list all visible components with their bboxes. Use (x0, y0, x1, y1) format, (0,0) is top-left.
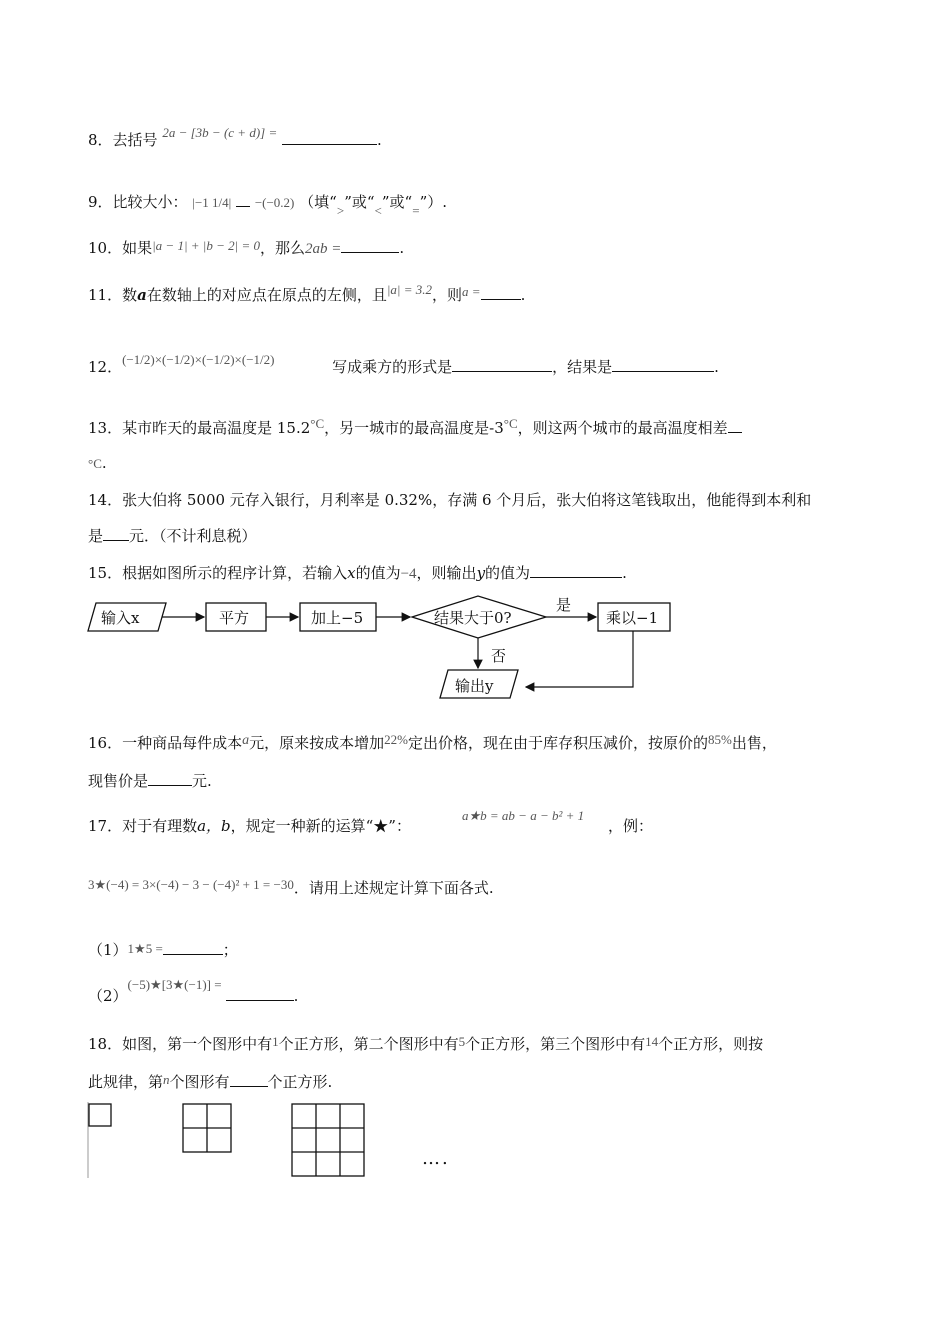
figure-1-square (89, 1104, 111, 1126)
question-text: 如果 (122, 239, 153, 257)
variable: y (476, 564, 486, 582)
punctuation: . (293, 987, 299, 1005)
answer-blank[interactable] (236, 205, 250, 207)
count-value: 5 (458, 1034, 466, 1049)
question-17-example (88, 878, 494, 899)
question-text: ，那么 (260, 239, 306, 257)
question-9 (88, 192, 447, 218)
math-example: 3★(−4) = 3×(−4) − 3 − (−4)² + 1 = −30 (88, 877, 294, 892)
answer-blank[interactable] (230, 1085, 268, 1087)
question-text: 15．根据如图所示的程序计算，若输入 (88, 564, 348, 582)
question-14 (88, 490, 811, 510)
symbol-gt: > (336, 203, 345, 218)
question-15 (88, 563, 627, 584)
question-text: 去括号 (112, 131, 158, 149)
question-text: 比较大小： (112, 193, 188, 211)
punctuation: . (399, 239, 405, 257)
unit: °C (310, 416, 325, 431)
question-text: ，规定一种新的运算“★”： (230, 817, 411, 835)
sub-question-label: （1） (88, 941, 128, 959)
answer-blank[interactable] (341, 251, 399, 253)
answer-blank[interactable] (148, 784, 192, 786)
symbol-lt: < (374, 203, 382, 218)
variable: a，b (197, 817, 231, 835)
variable: a (242, 733, 250, 748)
question-text: 在数轴上的对应点在原点的左侧，且 (146, 286, 387, 304)
unit: °C (503, 416, 518, 431)
punctuation: . (101, 454, 107, 472)
flow-multiply-label: 乘以−1 (606, 609, 659, 627)
question-number: 12． (88, 358, 123, 376)
answer-blank[interactable] (163, 953, 223, 955)
math-expression: (−1/2)×(−1/2)×(−1/2)×(−1/2) (122, 352, 275, 367)
question-text: 的值为 (485, 564, 531, 582)
unit: °C (88, 456, 102, 471)
question-10 (88, 238, 404, 259)
flow-input-label: 输入x (101, 609, 140, 627)
question-text: 16．一种商品每件成本 (88, 734, 243, 752)
question-text: 定出价格，现在由于库存积压减价，按原价的 (407, 734, 708, 752)
variable: x (347, 564, 356, 582)
answer-blank[interactable] (530, 576, 622, 578)
question-text: ，例： (608, 817, 654, 835)
figure-3-grid (292, 1104, 364, 1176)
math-expression: |−1 1/4| (192, 195, 232, 210)
hint-text: （填“ (299, 193, 337, 211)
question-16-line2 (88, 771, 212, 791)
question-number: 11． (88, 286, 123, 304)
answer-blank[interactable] (103, 539, 129, 541)
question-text: 17．对于有理数 (88, 817, 198, 835)
sub-question-label: （2） (88, 987, 128, 1005)
question-text: 13．某市昨天的最高温度是 15.2 (88, 419, 311, 437)
question-18-line2 (88, 1072, 332, 1093)
question-16 (88, 733, 777, 755)
question-17-part1 (88, 940, 238, 961)
answer-blank[interactable] (728, 431, 742, 433)
count-value: 14 (645, 1034, 659, 1049)
punctuation: . (714, 358, 719, 376)
math-expression: |a| = 3.2 (386, 282, 433, 297)
variable: a (137, 286, 147, 304)
question-18 (88, 1034, 763, 1055)
question-text: 元. (192, 772, 212, 790)
question-text: ，则 (432, 286, 463, 304)
flow-output-label: 输出y (455, 677, 494, 695)
percentage: 85% (707, 732, 732, 747)
question-text: 数 (122, 286, 138, 304)
arrow-loop (526, 631, 633, 687)
percentage: 22% (384, 732, 408, 747)
question-text: 个正方形，则按 (658, 1035, 764, 1053)
math-expression: 2ab = (305, 241, 342, 257)
question-text: 个正方形. (267, 1073, 333, 1091)
punctuation: ； (222, 941, 238, 959)
question-number: 9． (88, 193, 113, 211)
answer-blank[interactable] (226, 999, 294, 1001)
question-text: 个图形有 (169, 1073, 230, 1091)
punctuation: . (377, 131, 382, 149)
question-text: 是 (88, 527, 104, 545)
math-expression: |a − 1| + |b − 2| = 0 (152, 238, 260, 253)
question-text: 个正方形，第二个图形中有 (278, 1035, 459, 1053)
question-text: 元．（不计利息税） (129, 527, 257, 545)
question-number: 8． (88, 131, 113, 149)
math-expression: a = (462, 284, 481, 299)
question-text: 的值为 (355, 564, 401, 582)
question-text: 出售， (731, 734, 777, 752)
question-text: ，则这两个城市的最高温度相差 (517, 419, 728, 437)
question-13 (88, 418, 742, 439)
math-expression: 1★5 = (127, 941, 163, 956)
figure-2-grid (183, 1104, 231, 1152)
punctuation: . (520, 286, 526, 304)
flow-no-label: 否 (491, 647, 507, 665)
question-number: 10． (88, 239, 123, 257)
math-expression: (−5)★[3★(−1)] = (127, 977, 222, 992)
math-expression: −(−0.2) (254, 195, 295, 210)
question-text: 元，原来按成本增加 (249, 734, 385, 752)
square-pattern-figure (0, 1098, 950, 1188)
hint-text: ”或“ (381, 193, 413, 211)
question-text: 14．张大伯将 5000 元存入银行，月利率是 0.32%，存满 6 个月后，张大伯将这笔钱取出，他能得到本利和 (88, 491, 812, 509)
question-text: ，结果是 (552, 358, 613, 376)
flow-square-label: 平方 (219, 609, 250, 627)
question-text: 18．如图，第一个图形中有 (88, 1035, 273, 1053)
question-text: 写成乘方的形式是 (332, 358, 453, 376)
hint-text: ”）. (419, 193, 447, 211)
answer-blank[interactable] (612, 370, 714, 372)
symbol-eq: = (412, 203, 420, 218)
ellipsis: …. (422, 1148, 450, 1169)
question-17-part2 (88, 977, 299, 1007)
question-text: 个正方形，第三个图形中有 (465, 1035, 646, 1053)
math-value: −4 (400, 566, 417, 582)
hint-text: ”或“ (344, 193, 375, 211)
count-value: 1 (272, 1034, 279, 1049)
math-expression: 2a − [3b − (c + d)] = (162, 125, 278, 140)
question-14-line2 (88, 526, 257, 546)
flow-decision-label: 结果大于0? (434, 609, 512, 627)
punctuation: . (622, 564, 627, 582)
question-8 (88, 125, 382, 151)
question-11 (88, 282, 526, 306)
question-13-line2 (88, 453, 107, 474)
question-text: ，则输出 (416, 564, 477, 582)
answer-blank[interactable] (481, 298, 521, 300)
operation-rule: a★b = ab − a − b² + 1 (462, 808, 585, 823)
question-text: 现售价是 (88, 772, 149, 790)
question-17 (88, 816, 411, 836)
question-text: ，另一城市的最高温度是-3 (324, 419, 504, 437)
answer-blank[interactable] (452, 370, 552, 372)
question-12 (88, 352, 719, 378)
answer-blank[interactable] (282, 143, 377, 145)
flow-yes-label: 是 (556, 596, 572, 614)
question-text: ．请用上述规定计算下面各式. (293, 879, 494, 897)
variable: n (163, 1072, 170, 1087)
question-text: 此规律，第 (88, 1073, 164, 1091)
flow-add-label: 加上−5 (311, 609, 364, 627)
